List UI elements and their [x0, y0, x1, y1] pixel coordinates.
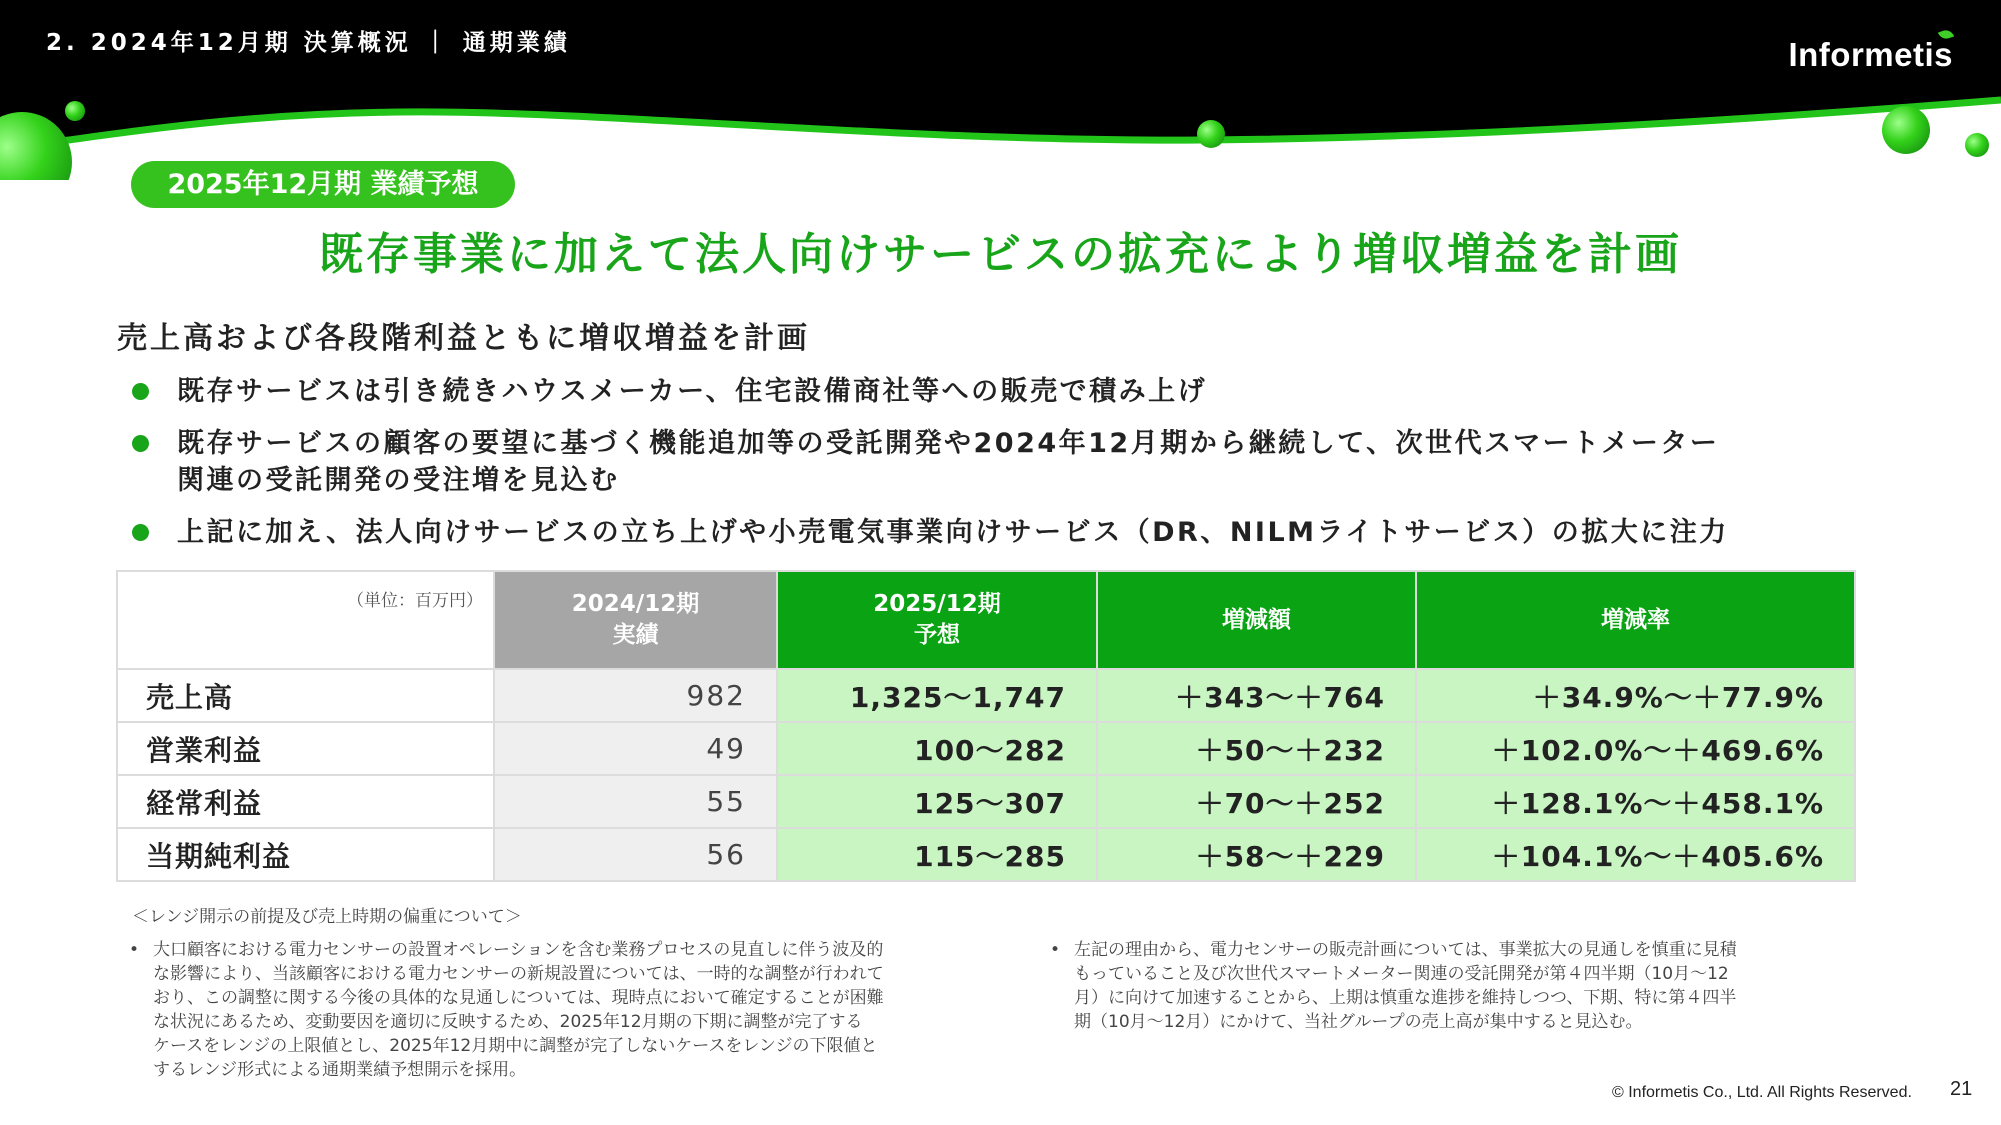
rate-value: ＋104.1%～＋405.6% — [1416, 828, 1855, 881]
forecast-value: 115～285 — [777, 828, 1097, 881]
bullet-item — [132, 425, 1982, 499]
decor-ball-right-small — [1965, 133, 1989, 157]
page-headline: 既存事業に加えて法人向けサービスの拡充により増収増益を計画 — [319, 229, 1682, 280]
change-value: ＋50～＋232 — [1097, 722, 1416, 775]
page-number: 21 — [1950, 1078, 1973, 1100]
row-label: 経常利益 — [117, 775, 494, 828]
table-row — [117, 722, 1855, 775]
change-value: ＋58～＋229 — [1097, 828, 1416, 881]
col-header-rate: 増減率 — [1416, 571, 1855, 669]
col-header-prev: 2024/12期 実績 — [494, 571, 777, 669]
section-pill: 2025年12月期 業績予想 — [131, 161, 515, 208]
note-bullet-icon: • — [129, 940, 140, 960]
notes-title: ＜レンジ開示の前提及び売上時期の偏重について＞ — [132, 907, 522, 927]
prev-value: 56 — [494, 828, 777, 881]
table-header-row — [117, 571, 1855, 669]
prev-value: 55 — [494, 775, 777, 828]
forecast-value: 100～282 — [777, 722, 1097, 775]
copyright: © Informetis Co., Ltd. All Rights Reserved. — [1612, 1084, 1912, 1101]
note-right-text: 左記の理由から、電力センサーの販売計画については、事業拡大の見通しを慎重に見積 もっていること及び次世代スマートメーター関連の受託開発が第４四半期（10月～12 月）に向けて加速することから、上期は慎重な進捗を維持しつつ、下期、特に第４四半 期（10月～12月）にかけて、当社グループの売上高が集中すると見込む。 — [1074, 940, 1737, 1032]
col-header-change: 増減額 — [1097, 571, 1416, 669]
rate-value: ＋128.1%～＋458.1% — [1416, 775, 1855, 828]
bullet-dot-icon — [132, 435, 149, 452]
note-bullet-icon: • — [1050, 940, 1061, 960]
bullet-text: 上記に加え、法人向けサービスの立ち上げや小売電気事業向けサービス（DR、NILMライトサービス）の拡大に注力 — [177, 517, 1729, 548]
change-value: ＋343～＋764 — [1097, 669, 1416, 722]
subheading: 売上高および各段階利益ともに増収増益を計画 — [117, 321, 810, 356]
row-label: 営業利益 — [117, 722, 494, 775]
table-row — [117, 828, 1855, 881]
bullet-dot-icon — [132, 383, 149, 400]
table-row — [117, 669, 1855, 722]
forecast-value: 1,325～1,747 — [777, 669, 1097, 722]
note-left — [129, 938, 1013, 1082]
change-value: ＋70～＋252 — [1097, 775, 1416, 828]
bullet-item — [132, 373, 1982, 410]
note-left-text: 大口顧客における電力センサーの設置オペレーションを含む業務プロセスの見直しに伴う波及的 な影響により、当該顧客における電力センサーの新規設置については、一時的な調整が行われて おり、この調整に関する今後の具体的な見通しについては、現時点において確定することが困難 な状況にあるため、変動要因を適切に反映するため、2025年12月期の下期に調整が完了する ケースをレンジの上限値とし、2025年12月期中に調整が完了しないケースをレンジの下限値と するレンジ形式による通期業績予想開示を採用。 — [153, 940, 884, 1080]
rate-value: ＋34.9%～＋77.9% — [1416, 669, 1855, 722]
header-title: 2. 2024年12月期 決算概況 ｜ 通期業績 — [46, 30, 571, 56]
company-logo: Informetis — [1788, 36, 1953, 73]
row-label: 当期純利益 — [117, 828, 494, 881]
bullet-list — [132, 373, 1982, 566]
decor-ball-mid — [1197, 120, 1225, 148]
prev-value: 982 — [494, 669, 777, 722]
rate-value: ＋102.0%～＋469.6% — [1416, 722, 1855, 775]
col-header-forecast: 2025/12期 予想 — [777, 571, 1097, 669]
decor-ball-small — [65, 101, 85, 121]
bullet-text: 既存サービスの顧客の要望に基づく機能追加等の受託開発や2024年12月期から継続して、次世代スマートメーター 関連の受託開発の受注増を見込む — [177, 428, 1720, 496]
bullet-text: 既存サービスは引き続きハウスメーカー、住宅設備商社等への販売で積み上げ — [177, 376, 1208, 407]
table-row — [117, 775, 1855, 828]
bullet-dot-icon — [132, 524, 149, 541]
results-table — [116, 570, 1856, 882]
row-label: 売上高 — [117, 669, 494, 722]
bullet-item — [132, 514, 1982, 551]
note-right — [1050, 938, 1869, 1034]
decor-ball-right — [1882, 106, 1930, 154]
prev-value: 49 — [494, 722, 777, 775]
forecast-value: 125～307 — [777, 775, 1097, 828]
unit-label: （単位：百万円） — [117, 571, 494, 669]
